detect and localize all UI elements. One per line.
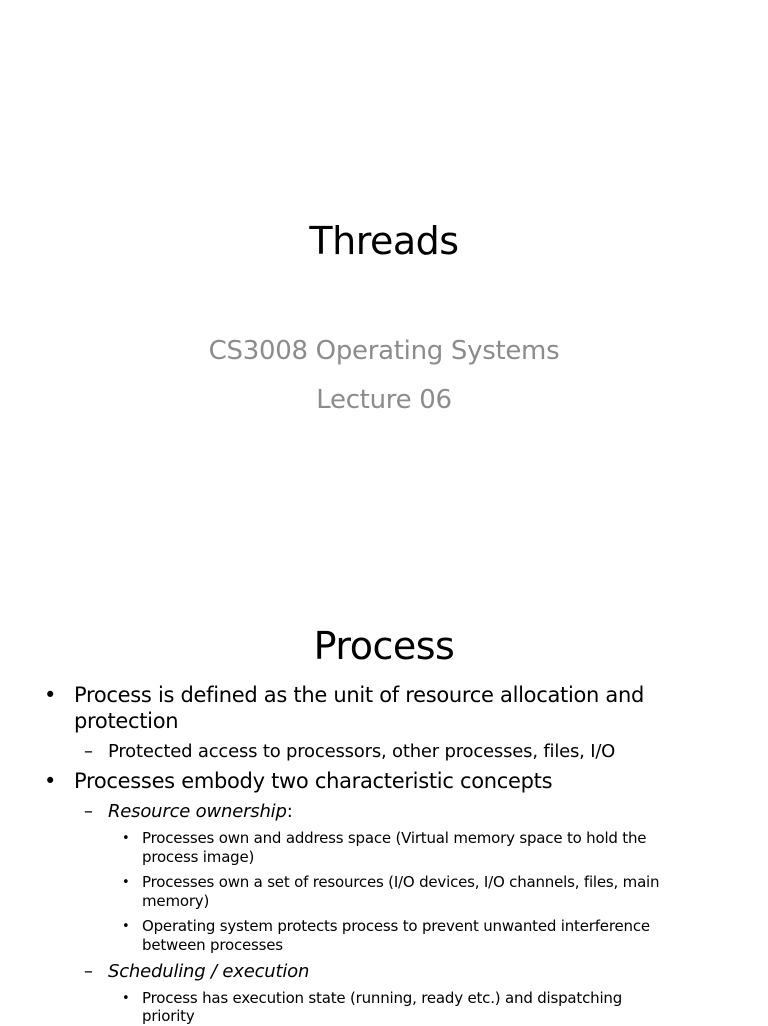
nested-bullet-continuation — [142, 936, 734, 955]
nested-bullet-item — [122, 917, 734, 936]
bullet-icon: • — [122, 875, 130, 890]
nested-bullet-text: memory) — [142, 892, 210, 910]
sub-bullet-item — [84, 961, 738, 983]
sub-bullet-item — [84, 741, 738, 763]
bullet-icon: • — [122, 991, 130, 1006]
bullet-icon: • — [44, 683, 57, 707]
process-slide — [0, 576, 768, 1024]
bullet-item — [44, 769, 734, 794]
dash-icon: – — [84, 801, 93, 822]
bullet-icon: • — [44, 769, 57, 793]
slide-title: Threads — [309, 219, 459, 263]
nested-bullet-text: Processes own a set of resources (I/O devices, I/O channels, files, main — [142, 873, 660, 891]
nested-bullet-text: Process has execution state (running, ready etc.) and dispatching — [142, 989, 623, 1007]
nested-bullet-continuation — [142, 848, 734, 867]
course-subtitle: CS3008 Operating Systems — [208, 336, 560, 366]
lecture-subtitle: Lecture 06 — [316, 385, 452, 415]
nested-bullet-item — [122, 829, 734, 848]
nested-bullet-text: process image) — [142, 848, 255, 866]
nested-bullet-text: priority — [142, 1007, 195, 1025]
nested-bullet-text: Processes own and address space (Virtual memory space to hold the — [142, 829, 647, 847]
bullet-icon: • — [122, 919, 130, 934]
sub-bullet-item — [84, 801, 738, 823]
slide-title: Process — [313, 624, 455, 668]
nested-bullet-item — [122, 873, 734, 892]
nested-bullet-continuation — [142, 1007, 734, 1026]
bullet-text: Processes embody two characteristic concepts — [74, 769, 553, 793]
dash-icon: – — [84, 961, 93, 982]
sub-bullet-text: Protected access to processors, other processes, files, I/O — [108, 741, 616, 762]
nested-bullet-item — [122, 989, 734, 1008]
bullet-text: Process is defined as the unit of resource allocation and — [74, 683, 645, 707]
dash-icon: – — [84, 741, 93, 762]
sub-bullet-text-suffix: : — [286, 801, 293, 822]
bullet-text: protection — [74, 709, 179, 733]
sub-bullet-text-italic: Scheduling / execution — [108, 961, 310, 982]
bullet-icon: • — [122, 831, 130, 846]
sub-bullet-text-italic: Resource ownership — [108, 801, 287, 822]
bullet-item — [44, 683, 734, 708]
bullet-item-continuation — [74, 709, 734, 734]
nested-bullet-text: Operating system protects process to prevent unwanted interference — [142, 917, 650, 935]
nested-bullet-text: between processes — [142, 936, 283, 954]
nested-bullet-continuation — [142, 892, 734, 911]
